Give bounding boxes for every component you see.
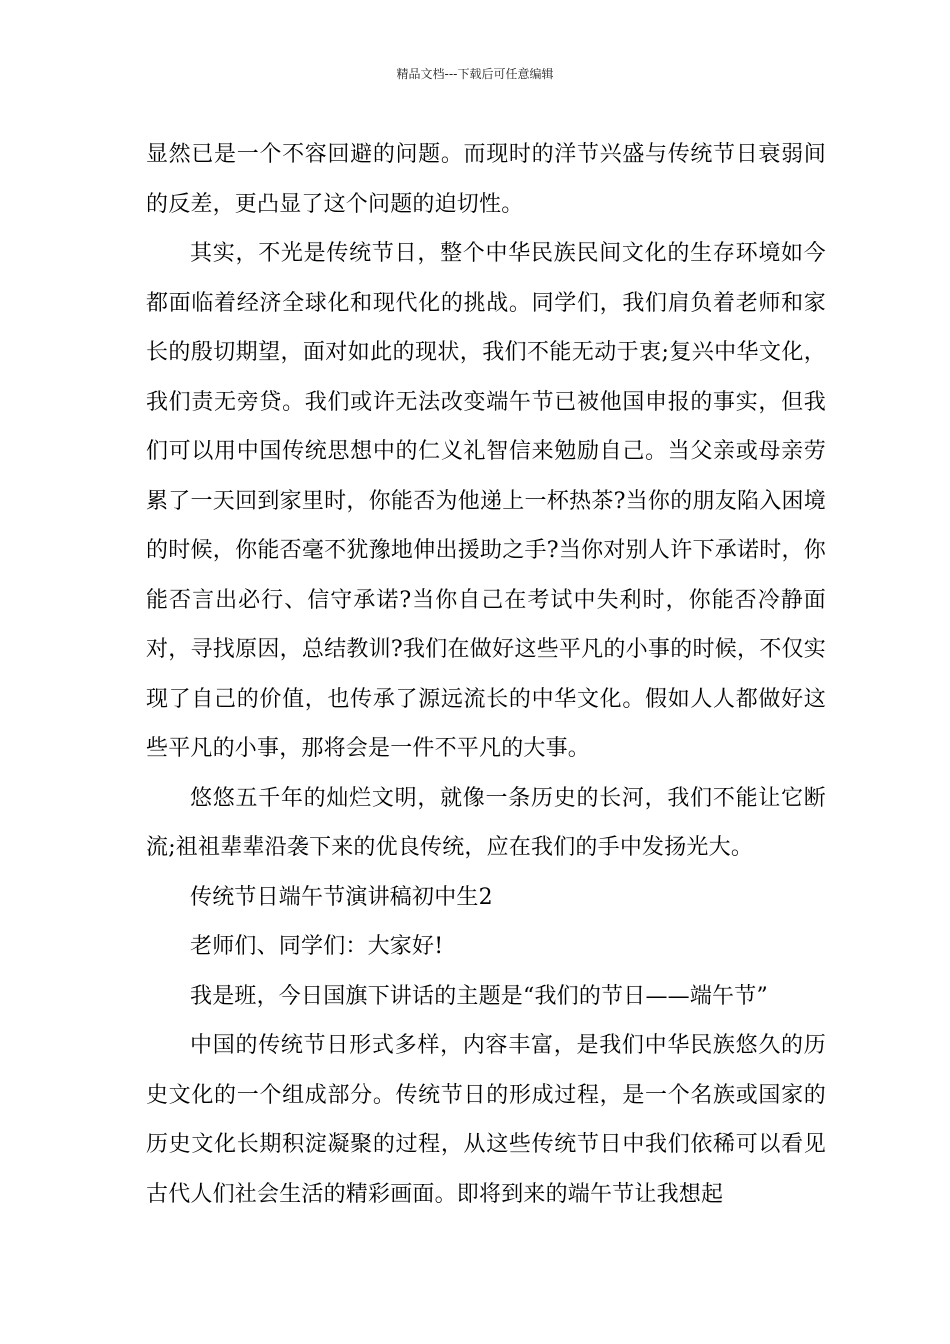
- speech-title: 传统节日端午节演讲稿初中生2: [190, 884, 493, 910]
- page-header: 精品文档---下载后可任意编辑: [396, 67, 554, 81]
- greeting: 老师们、同学们：大家好!: [190, 934, 444, 959]
- document-body: [146, 130, 826, 1219]
- paragraph-1: 显然已是一个不容回避的问题。而现时的洋节兴盛与传统节日衰弱间的反差，更凸显了这个问题的迫切性。: [146, 142, 826, 217]
- paragraph-3: 悠悠五千年的灿烂文明，就像一条历史的长河，我们不能让它断流;祖祖辈辈沿袭下来的优良传统，应在我们的手中发扬光大。: [146, 785, 826, 860]
- paragraph-2: 其实，不光是传统节日，整个中华民族民间文化的生存环境如今都面临着经济全球化和现代化的挑战。同学们，我们肩负着老师和家长的殷切期望，面对如此的现状，我们不能无动于衷;复兴中华文化，我们责无旁贷。我们或许无法改变端午节已被他国申报的事实，但我们可以用中国传统思想中的仁义礼智信来勉励自己。当父亲或母亲劳累了一天回到家里时，你能否为他递上一杯热茶?当你的朋友陷入困境的时候，你能否毫不犹豫地伸出援助之手?当你对别人许下承诺时，你能否言出必行、信守承诺?当你自己在考试中失利时，你能否冷静面对，寻找原因，总结教训?我们在做好这些平凡的小事的时候，不仅实现了自己的价值，也传承了源远流长的中华文化。假如人人都做好这些平凡的小事，那将会是一件不平凡的大事。: [146, 241, 826, 761]
- paragraph-7: 中国的传统节日形式多样，内容丰富，是我们中华民族悠久的历史文化的一个组成部分。传统节日的形成过程，是一个名族或国家的历史文化长期积淀凝聚的过程，从这些传统节日中我们依稀可以看见古代人们社会生活的精彩画面。即将到来的端午节让我想起: [146, 1033, 826, 1207]
- speech-topic: 我是班，今日国旗下讲话的主题是“我们的节日——端午节”: [190, 983, 768, 1009]
